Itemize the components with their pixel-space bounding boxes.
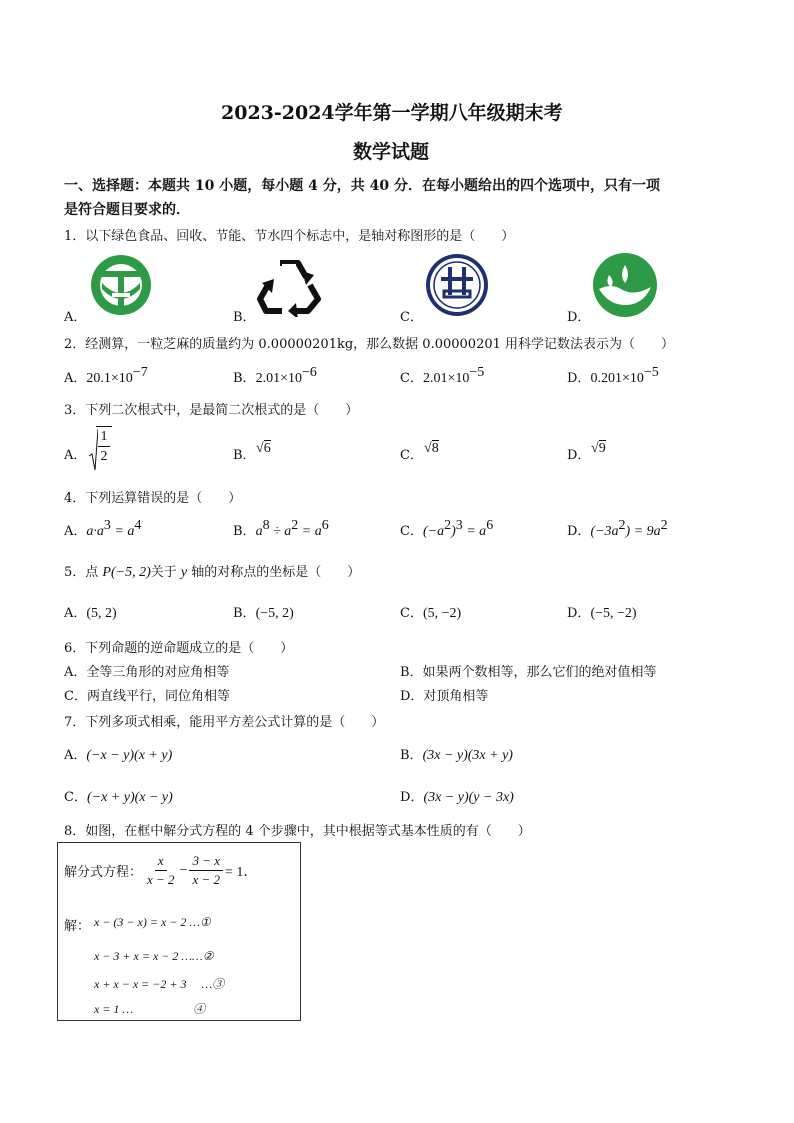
page-title: 2023-2024学年第一学期八年级期末考 xyxy=(221,102,563,124)
q3-option-d: √9 xyxy=(591,441,606,456)
question-7-stem: 7．下列多项式相乘，能用平方差公式计算的是（ ） xyxy=(64,715,385,730)
q1-label-a: A． xyxy=(64,310,87,325)
question-4-stem: 4．下列运算错误的是（ ） xyxy=(64,491,242,506)
q1-label-d: D． xyxy=(567,310,591,325)
q8-step-4: x = 1 … ④ xyxy=(94,1002,206,1016)
q3-label-b: B． xyxy=(233,448,256,463)
q8-step-1: x − (3 − x) = x − 2 …① xyxy=(94,915,211,929)
q3-label-a: A． xyxy=(64,448,87,463)
q2-option-d: D．$0.201\times 10^{-5}$ xyxy=(567,365,659,386)
q2-option-c: C．$2.01\times 10^{-5}$ xyxy=(400,365,485,386)
q6-option-c: C．两直线平行，同位角相等 xyxy=(64,689,230,704)
recycle-logo-icon xyxy=(256,253,322,317)
q5-option-a: A．(5, 2) xyxy=(64,606,117,621)
q4-option-a: A．$a\cdot a^3 = a^4$ xyxy=(64,518,142,539)
q7-option-b: B．(3x − y)(3x + y) xyxy=(400,748,513,763)
energy-saving-logo-icon xyxy=(424,253,490,317)
q2-option-b: B．$2.01\times 10^{-6}$ xyxy=(233,365,317,386)
water-saving-logo-icon xyxy=(591,253,659,317)
page-subtitle: 数学试题 xyxy=(353,141,430,163)
q5-option-d: D．(−5, −2) xyxy=(567,606,637,621)
question-2-stem: 2．经测算，一粒芝麻的质量约为 0.00000201kg，那么数据 0.00000201 用科学记数法表示为（ ） xyxy=(64,337,675,352)
q5-option-b: B．(−5, 2) xyxy=(233,606,294,621)
q1-label-b: B． xyxy=(233,310,256,325)
q6-option-a: A．全等三角形的对应角相等 xyxy=(64,665,230,680)
q1-label-c: C． xyxy=(400,310,423,325)
fraction-1: $\frac{x}{x - 2}$ xyxy=(147,853,175,887)
q6-option-b: B．如果两个数相等，那么它们的绝对值相等 xyxy=(400,665,657,680)
q3-option-a-fraction: 1 2 xyxy=(96,426,112,466)
question-8-stem: 8．如图，在框中解分式方程的 4 个步骤中，其中根据等式基本性质的有（ ） xyxy=(64,824,531,839)
q7-option-a: A．(−x − y)(x + y) xyxy=(64,748,173,763)
q3-label-c: C． xyxy=(400,448,423,463)
q4-option-c: C．$(-a^2)^3 = a^6$ xyxy=(400,518,494,539)
q2-option-a: A．$20.1\times 10^{-7}$ xyxy=(64,365,148,386)
question-1-stem: 1．以下绿色食品、回收、节能、节水四个标志中，是轴对称图形的是（ ） xyxy=(64,229,515,244)
q3-label-d: D． xyxy=(567,448,591,463)
section-instruction-line2: 是符合题目要求的． xyxy=(64,202,190,218)
q6-option-d: D．对顶角相等 xyxy=(400,689,489,704)
q4-option-d: D．$(-3a^2) = 9a^2$ xyxy=(567,518,668,539)
q8-step-2: x − 3 + x = x − 2 ……② xyxy=(94,949,214,963)
q7-option-d: D．(3x − y)(y − 3x) xyxy=(400,790,514,805)
q5-option-c: C．(5, −2) xyxy=(400,606,462,621)
q8-equation: 解分式方程： $\frac{x}{x - 2}$ − $\frac{3 - x}{x - 2}$ = 1． xyxy=(64,853,258,887)
q4-option-b: B．$a^8 \div a^2 = a^6$ xyxy=(233,518,329,539)
q8-step-3: x + x − x = −2 + 3 …③ xyxy=(94,977,225,991)
question-6-stem: 6．下列命题的逆命题成立的是（ ） xyxy=(64,641,294,656)
section-instruction-line1: 一、选择题：本题共 10 小题，每小题 4 分，共 40 分．在每小题给出的四个选项中，只有一项 xyxy=(64,178,660,194)
fraction-2: $\frac{3 - x}{x - 2}$ xyxy=(189,852,223,889)
question-5-stem: 5．点 P(−5, 2)关于 y 轴的对称点的坐标是（ ） xyxy=(64,565,361,580)
green-food-logo-icon xyxy=(86,253,156,317)
q8-solution-label: 解： xyxy=(64,919,91,934)
question-3-stem: 3．下列二次根式中，是最简二次根式的是（ ） xyxy=(64,403,359,418)
q3-option-c: √8 xyxy=(424,441,439,456)
q3-option-b: √6 xyxy=(256,441,271,456)
q7-option-c: C．(−x + y)(x − y) xyxy=(64,790,173,805)
